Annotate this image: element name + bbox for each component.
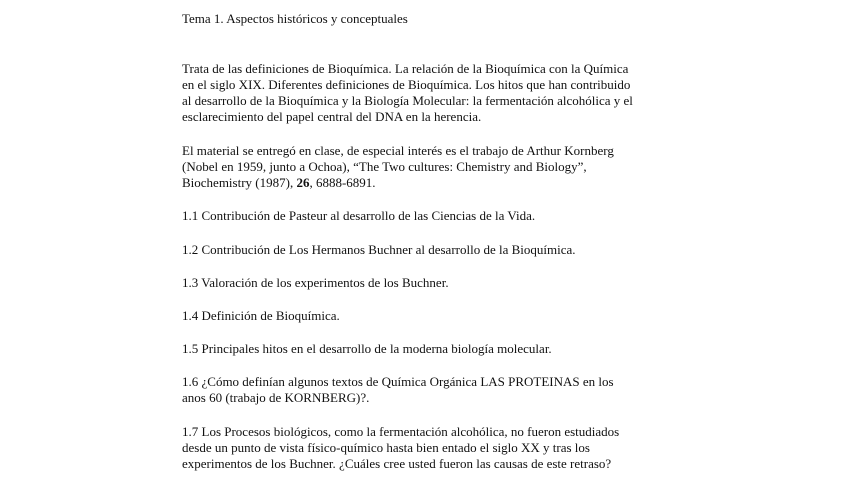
item-text: 1.2 Contribución de Los Hermanos Buchner al desarrollo de la Bioquímica.	[182, 242, 576, 257]
item-text: 1.3 Valoración de los experimentos de los Buchner.	[182, 275, 449, 290]
title-text: Tema 1. Aspectos históricos y conceptuales	[182, 11, 408, 26]
item-text: 1.1 Contribución de Pasteur al desarrollo de las Ciencias de la Vida.	[182, 208, 536, 223]
item-1-6	[182, 374, 702, 406]
item-1-3	[182, 275, 702, 291]
intro-paragraph	[182, 61, 702, 125]
material-line: El material se entregó en clase, de especial interés es el trabajo de Arthur Kornberg	[182, 143, 614, 158]
item-1-2	[182, 242, 702, 258]
document-title	[182, 11, 702, 27]
item-text: 1.6 ¿Cómo definían algunos textos de Química Orgánica LAS PROTEINAS en los	[182, 374, 614, 389]
material-line: (Nobel en 1959, junto a Ochoa), “The Two cultures: Chemistry and Biology”,	[182, 159, 587, 174]
material-citation-line	[182, 175, 702, 191]
item-text: experimentos de los Buchner. ¿Cuáles cree usted fueron las causas de este retraso?	[182, 456, 612, 471]
item-text: anos 60 (trabajo de KORNBERG)?.	[182, 390, 370, 405]
intro-line: esclarecimiento del papel central del DNA en la herencia.	[182, 109, 482, 124]
citation-journal: Biochemistry (1987),	[182, 175, 297, 190]
item-text: 1.4 Definición de Bioquímica.	[182, 308, 340, 323]
intro-line: en el siglo XIX. Diferentes definiciones de Bioquímica. Los hitos que han contribuido	[182, 77, 631, 92]
item-text: desde un punto de vista físico-químico hasta bien entado el siglo XX y tras los	[182, 440, 590, 455]
item-text: 1.7 Los Procesos biológicos, como la fermentación alcohólica, no fueron estudiados	[182, 424, 620, 439]
item-1-1	[182, 208, 702, 224]
intro-line: al desarrollo de la Bioquímica y la Biología Molecular: la fermentación alcohólica y el	[182, 93, 633, 108]
material-paragraph	[182, 143, 702, 191]
citation-volume: 26	[296, 175, 310, 190]
intro-line: Trata de las definiciones de Bioquímica. La relación de la Bioquímica con la Química	[182, 61, 629, 76]
item-text: 1.5 Principales hitos en el desarrollo de la moderna biología molecular.	[182, 341, 552, 356]
item-1-5	[182, 341, 702, 357]
citation-pages: , 6888-6891.	[309, 175, 376, 190]
item-1-7	[182, 424, 702, 472]
item-1-4	[182, 308, 702, 324]
